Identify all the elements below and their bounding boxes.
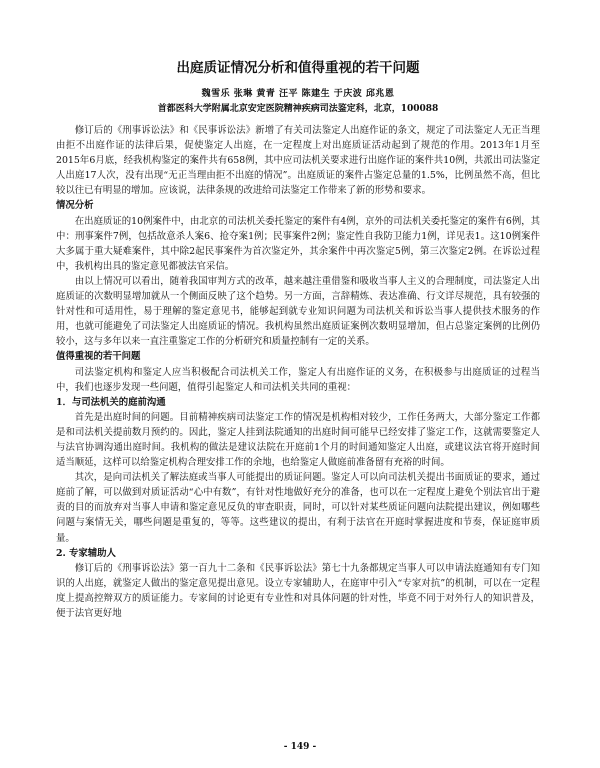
case-analysis-paragraph-1: 在出庭质证的10例案件中，由北京的司法机关委托鉴定的案件有4例，京外的司法机关委托鉴定的案件有6例，其中：刑事案件7例，包括故意杀人案6、抢夺案1例；民事案件2例；鉴定性自我防卫能力1例，详见表1。这10例案件大多属于重大疑难案件，其中除2起民事案件为首次鉴定外，其余案件中再次鉴定5例，第三次鉴定2例。在诉讼过程中，我机构出具的鉴定意见都被法官采信。 xyxy=(56,215,540,272)
issues-intro-paragraph: 司法鉴定机构和鉴定人应当积极配合司法机关工作，鉴定人有出庭作证的义务，在积极参与出庭质证的过程当中，我们也逐步发现一些问题，值得引起鉴定人和司法机关共同的重视： xyxy=(56,366,540,393)
page-number: - 149 - xyxy=(283,742,317,752)
subsection-heading-expert: 2. 专家辅助人 xyxy=(56,547,116,559)
pretrial-paragraph-1: 首先是出庭时间的问题。目前精神疾病司法鉴定工作的情况是机构相对较少，工作任务两大，大部分鉴定工作都是和司法机关提前数月预约的。因此，鉴定人挂到法院通知的出庭时间可能早已经安排了鉴定工作，这就需要鉴定人与法官协调沟通出庭时间。我机构的做法是建议法院在开庭前1个月的时间通知鉴定人出庭，或建议法官将开庭时间适当顺延，这样可以给鉴定机构合理安排工作的余地，也给鉴定人做庭前准备留有充裕的时间。 xyxy=(56,411,540,469)
affiliation: 首都医科大学附属北京安定医院精神疾病司法鉴定科，北京，100088 xyxy=(157,104,439,114)
expert-paragraph: 修订后的《刑事诉讼法》第一百九十二条和《民事诉讼法》第七十九条都规定当事人可以申请法庭通知有专门知识的人出庭，就鉴定人做出的鉴定意见提出意见。设立专家辅助人，在庭审中引入“专家对抗”的机制，可以在一定程度上提高控辩双方的质证能力。专家间的讨论更有专业性和对具体问题的针对性，毕竟不同于对外行人的知识普及，便于法官更好地 xyxy=(56,562,540,619)
section-heading-case-analysis: 情况分析 xyxy=(56,200,94,212)
author-list: 魏雪乐 张琳 黄青 汪平 陈建生 于庆波 邱兆恩 xyxy=(201,89,395,99)
case-analysis-paragraph-2: 由以上情况可以看出，随着我国审判方式的改革，越来越注重借鉴和吸收当事人主义的合理制度，司法鉴定人出庭质证的次数明显增加就从一个侧面反映了这个趋势。另一方面，言辞精炼、表达准确、行文详尽规范，具有较强的针对性和可适用性，易于理解的鉴定意见书，能够起到就专业知识问题为司法机关和诉讼当事人提供技术服务的作用，也就可能避免了司法鉴定人出庭质证的情况。我机构虽然出庭质证案例次数明显增加，但占总鉴定案例的比例仍较小，这与多年以来一直注重鉴定工作的分析研究和质量控制有一定的关系。 xyxy=(56,275,540,348)
pretrial-paragraph-2: 其次，是向司法机关了解法庭或当事人可能提出的质证问题。鉴定人可以向司法机关提出书面质证的要求，通过庭前了解，可以做到对质证活动“心中有数”，有针对性地做好充分的准备，也可以在一定程度上避免个别法官出于避责的目的而放弃对当事人申请和鉴定意见反负的审查职责，同时，可以针对某些质证问题向法院提出建议，例如哪些问题与案情无关，哪些问题是重复的，等等。这些建议的提出，有利于法官在开庭时掌握进度和节奏，保证庭审质量。 xyxy=(56,472,540,544)
subsection-heading-pretrial: 1．与司法机关的庭前沟通 xyxy=(56,396,166,408)
paper-title: 出庭质证情况分析和值得重视的若干问题 xyxy=(176,60,420,76)
intro-paragraph: 修订后的《刑事诉讼法》和《民事诉讼法》新增了有关司法鉴定人出庭作证的条文，规定了司法鉴定人无正当理由拒不出庭作证的法律后果，促使鉴定人出庭，在一定程度上对出庭质证活动起到了规范的作用。2013年1月至2015年6月底，经我机构鉴定的案件共有658例，其中应司法机关要求进行出庭作证的案件共10例，共派出司法鉴定人出庭17人次，没有出现“无正当理由拒不出庭的情况”。出庭质证的案件占鉴定总量的1.5%，比例虽然不高，但比较以往已有明显的增加。应该说，法律条规的改进给司法鉴定工作带来了新的形势和要求。 xyxy=(56,125,540,197)
section-heading-issues: 值得重视的若干问题 xyxy=(56,351,141,363)
